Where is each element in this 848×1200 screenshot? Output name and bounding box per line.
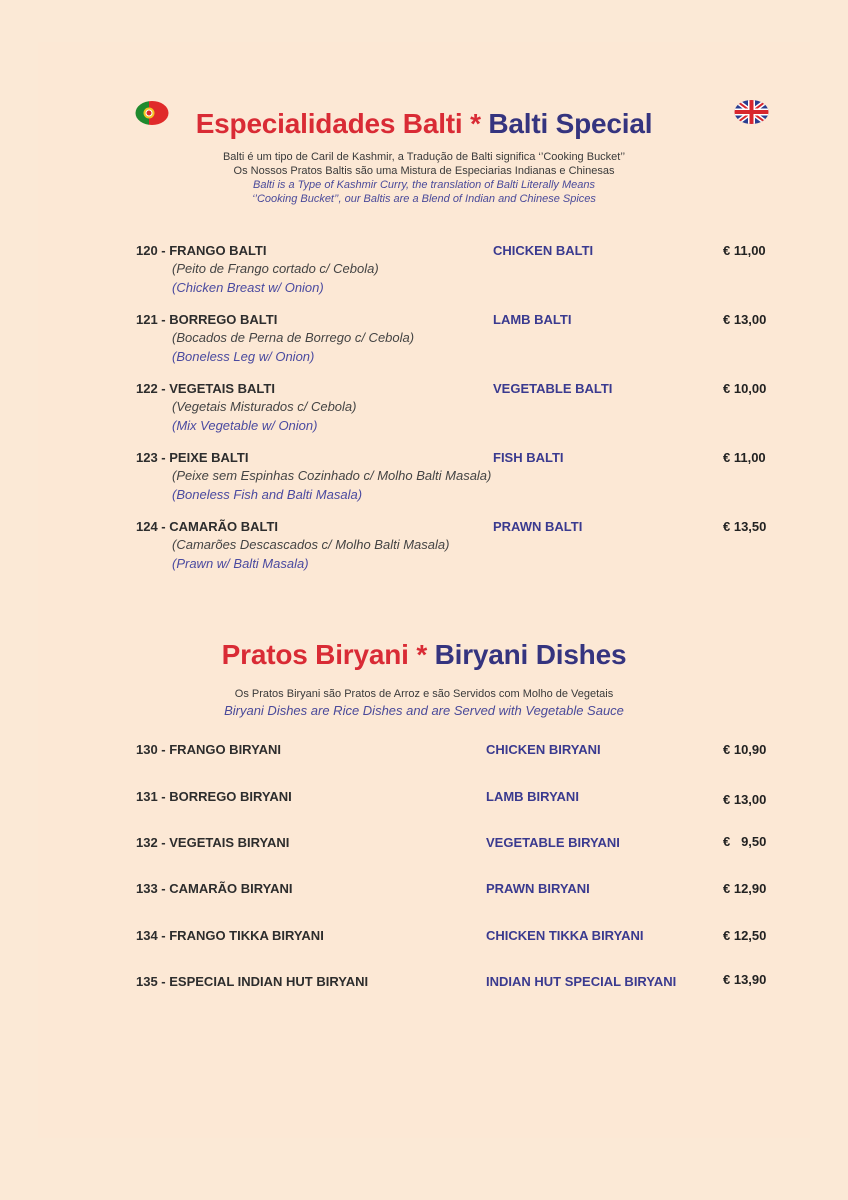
item-name-en: LAMB BIRYANI [486,789,579,804]
item-name: 120 - FRANGO BALTI [136,243,267,258]
item-description-en: (Boneless Leg w/ Onion) [172,349,315,364]
biryani-intro-pt: Os Pratos Biryani são Pratos de Arroz e são Servidos com Molho de Vegetais [234,688,614,700]
item-price: € 12,50 [723,928,767,943]
item-price: € 11,00 [723,450,766,465]
item-name-en: CHICKEN BALTI [493,243,594,258]
item-name: 130 - FRANGO BIRYANI [136,742,281,757]
item-name: 132 - VEGETAIS BIRYANI [136,835,290,850]
item-name-en: FISH BALTI [493,450,564,465]
item-name-en: PRAWN BALTI [493,519,583,534]
item-name-en: VEGETABLE BIRYANI [486,835,620,850]
item-name-en: VEGETABLE BALTI [493,381,613,396]
item-description-pt: (Vegetais Misturados c/ Cebola) [172,399,357,414]
item-name: 122 - VEGETAIS BALTI [136,381,275,396]
balti-intro-en-line-2: ‘’Cooking Bucket’’, our Baltis are a Blend of Indian and Chinese Spices [252,193,596,205]
item-price: € 11,00 [723,243,766,258]
item-name: 133 - CAMARÃO BIRYANI [136,881,293,896]
balti-title-pt: Especialidades Balti [195,108,463,139]
item-description-pt: (Bocados de Perna de Borrego c/ Cebola) [172,330,415,345]
item-description-en: (Chicken Breast w/ Onion) [172,280,324,295]
biryani-intro-en: Biryani Dishes are Rice Dishes and are Served with Vegetable Sauce [224,703,624,718]
biryani-title-en: Biryani Dishes [434,639,627,670]
biryani-title-separator: * [416,639,428,670]
biryani-title-pt: Pratos Biryani [221,639,409,670]
item-price: € 13,00 [723,312,767,327]
balti-intro-pt-line-2: Os Nossos Pratos Baltis são uma Mistura de Especiarias Indianas e Chinesas [233,165,615,177]
item-description-pt: (Peito de Frango cortado c/ Cebola) [172,261,379,276]
item-name-en: CHICKEN BIRYANI [486,742,601,757]
item-name: 134 - FRANGO TIKKA BIRYANI [136,928,324,943]
item-price: € 10,00 [723,381,767,396]
item-name: 123 - PEIXE BALTI [136,450,249,465]
item-name-en: INDIAN HUT SPECIAL BIRYANI [486,974,677,989]
item-description-en: (Prawn w/ Balti Masala) [172,556,309,571]
item-price: € 13,50 [723,519,767,534]
balti-title-en: Balti Special [488,108,653,139]
item-description-en: (Boneless Fish and Balti Masala) [172,487,363,502]
item-name: 135 - ESPECIAL INDIAN HUT BIRYANI [136,974,369,989]
item-description-pt: (Camarões Descascados c/ Molho Balti Masala) [172,537,450,552]
biryani-intro [0,687,848,720]
item-name-en: LAMB BALTI [493,312,572,327]
item-price: € 13,00 [723,792,767,807]
item-price: € 9,50 [723,834,767,849]
item-name: 131 - BORREGO BIRYANI [136,789,292,804]
item-name: 121 - BORREGO BALTI [136,312,278,327]
balti-intro-en-line-1: Balti is a Type of Kashmir Curry, the translation of Balti Literally Means [253,179,595,191]
biryani-section-title [0,639,848,671]
item-name: 124 - CAMARÃO BALTI [136,519,279,534]
item-price: € 12,90 [723,881,767,896]
balti-section-title [0,108,848,140]
item-price: € 10,90 [723,742,767,757]
balti-intro [0,150,848,206]
item-price: € 13,90 [723,972,767,987]
item-name-en: PRAWN BIRYANI [486,881,590,896]
item-description-en: (Mix Vegetable w/ Onion) [172,418,318,433]
item-name-en: CHICKEN TIKKA BIRYANI [486,928,644,943]
balti-intro-pt-line-1: Balti é um tipo de Caril de Kashmir, a Tradução de Balti significa ‘’Cooking Bucket’’ [222,151,626,163]
balti-title-separator: * [470,108,481,139]
item-description-pt: (Peixe sem Espinhas Cozinhado c/ Molho Balti Masala) [172,468,492,483]
